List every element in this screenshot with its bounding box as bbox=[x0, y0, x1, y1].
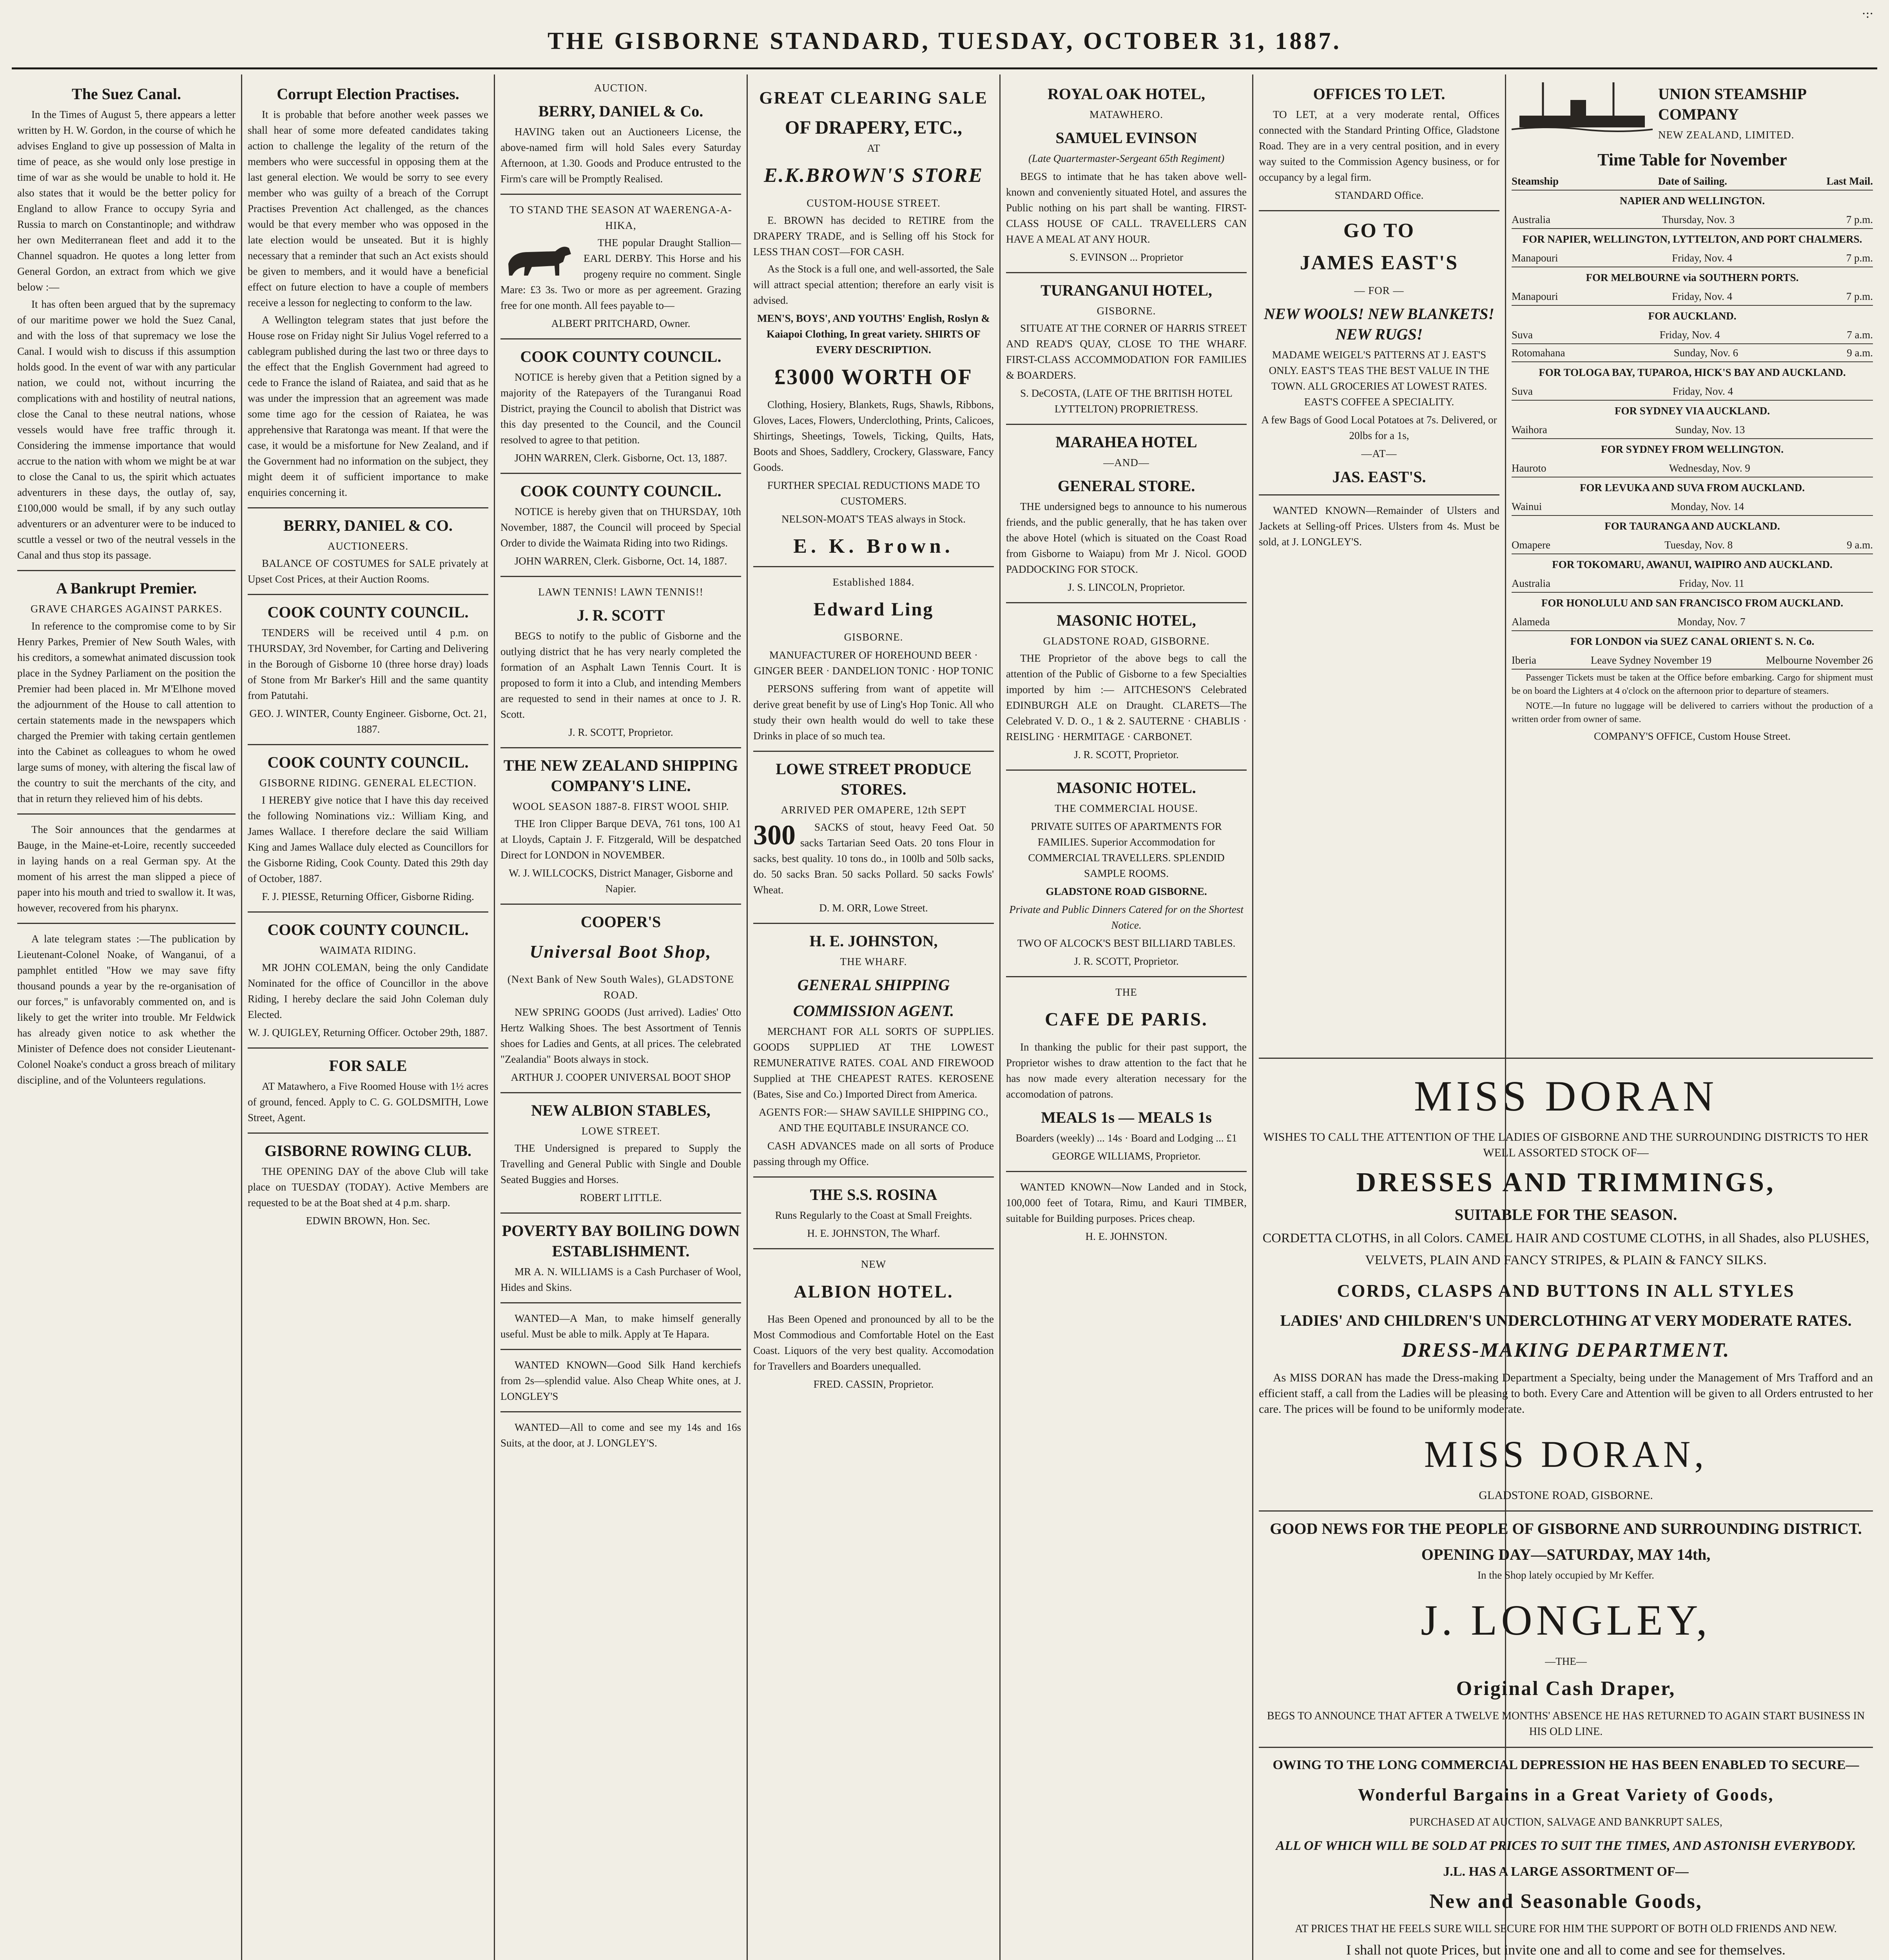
longley-seasonable: New and Seasonable Goods, bbox=[1429, 1890, 1702, 1913]
divider bbox=[500, 1349, 741, 1350]
ad-signature: FRED. CASSIN, Proprietor. bbox=[813, 1378, 934, 1390]
divider bbox=[1006, 602, 1247, 603]
header-date: Date of Sailing. bbox=[1658, 175, 1727, 187]
ad-text: CASH ADVANCES made on all sorts of Produce passing through my Office. bbox=[753, 1140, 994, 1167]
timetable-cell: Leave Sydney November 19 bbox=[1590, 654, 1712, 666]
divider bbox=[753, 923, 994, 924]
longley-opening: OPENING DAY—SATURDAY, MAY 14th, bbox=[1421, 1546, 1711, 1563]
divider bbox=[500, 194, 741, 195]
divider bbox=[753, 566, 994, 567]
column-7 bbox=[1506, 78, 1878, 1047]
ad-text: SACKS of stout, heavy Feed Oat. 50 sacks Tartarian Seed Oats. 20 tons Flour in sacks, best quality. 10 tons do., in 100lb and 50lb sacks, do. 50 sacks Bran. 50 sacks Pollard. 50 sacks Fowls' Wheat. bbox=[753, 821, 994, 896]
doran-signature: MISS DORAN, bbox=[1424, 1433, 1708, 1475]
ad-title: H. E. JOHNSTON, bbox=[809, 932, 938, 950]
ad-text: NOTICE is hereby given that a Petition signed by a majority of the Ratepayers of the Turanganui Road District, praying the Council to abolish that District was this day presented to the Council, and the Council resolved to agree to that petition. bbox=[500, 371, 741, 446]
timetable-cell: Sunday, Nov. 6 bbox=[1673, 347, 1739, 359]
ad-big-number: 300 bbox=[753, 819, 796, 851]
route-destination: FOR LEVUKA AND SUVA FROM AUCKLAND. bbox=[1579, 482, 1805, 494]
ad-meals: MEALS 1s — MEALS 1s bbox=[1041, 1109, 1212, 1126]
longley-prices: AT PRICES THAT HE FEELS SURE WILL SECURE FOR HIM THE SUPPORT OF BOTH OLD FRIENDS AND NEW. bbox=[1295, 1923, 1837, 1935]
divider bbox=[1006, 976, 1247, 977]
ad-signature: D. M. ORR, Lowe Street. bbox=[819, 902, 928, 914]
timetable-cell: Iberia bbox=[1512, 654, 1536, 666]
ad-subtitle: GISBORNE RIDING. GENERAL ELECTION. bbox=[259, 777, 477, 789]
ad-title: MASONIC HOTEL, bbox=[1057, 612, 1196, 629]
ad-subtitle: MANUFACTURER OF HOREHOUND BEER · GINGER BEER · DANDELION TONIC · HOP TONIC bbox=[754, 649, 993, 677]
timetable-cell: Friday, Nov. 4 bbox=[1659, 329, 1720, 341]
article-text: It is probable that before another week passes we shall hear of some more defeated candidates taking action to challenge the legality of the return of the members who were successful in opposing them at the last general election. We would be sorry to see every member who was guilty of a breach of the Corrupt Practises Prevention Act challenged, as the chances would be that every member who was opposed in the late election would be unseated. But it is highly necessary that a reminder that such an Act exists should be given to members, and it would have a beneficial effect on future election to have a couple of members receive a lesson for neglecting to conform to the law. bbox=[248, 109, 488, 309]
ad-line: COMMISSION AGENT. bbox=[793, 1002, 954, 1020]
route-destination: FOR TOKOMARU, AWANUI, WAIPIRO AND AUCKLAND. bbox=[1552, 559, 1833, 570]
ad-signature: S. EVINSON ... Proprietor bbox=[1069, 251, 1184, 263]
ad-signature: GEO. J. WINTER, County Engineer. Gisborne, Oct. 21, 1887. bbox=[249, 708, 487, 735]
article-heading: Corrupt Election Practises. bbox=[277, 85, 459, 103]
ad-text: WANTED—A Man, to make himself generally useful. Must be able to milk. Apply at Te Hapara. bbox=[500, 1312, 741, 1340]
ad-title: ALBION HOTEL. bbox=[794, 1281, 954, 1301]
ad-header: LAWN TENNIS! LAWN TENNIS!! bbox=[538, 586, 703, 598]
timetable-cell: Friday, Nov. 11 bbox=[1679, 577, 1744, 589]
ad-text: PERSONS suffering from want of appetite will derive great benefit by use of Ling's Hop Tonic. All who study their own health would do well to take these Drinks in place of so much tea. bbox=[753, 683, 994, 742]
divider bbox=[17, 813, 236, 815]
column-2 bbox=[242, 78, 494, 1960]
ad-text: WANTED KNOWN—Remainder of Ulsters and Jackets at Selling-off Prices. Ulsters from 4s. Must be sold, at J. LONGLEY'S. bbox=[1259, 505, 1499, 548]
article-subheading: GRAVE CHARGES AGAINST PARKES. bbox=[30, 603, 223, 615]
timetable-cell: Rotomahana bbox=[1512, 347, 1565, 359]
article-text: A late telegram states :—The publication by Lieutenant-Colonel Noake, of Wanganui, of a pamphlet entitled "How we may save fifty thousand pounds a year by the re-organisation of our forces," is unfavorably commented on, and is likely to get the writer into trouble. Mr Feldwick has already given notice to ask whether the Minister of Defence does not consider Lieutenant-Colonel Noake's conduct a gross breach of military discipline, and of the Volunteers regulations. bbox=[17, 933, 236, 1086]
ad-subtitle: THE COMMERCIAL HOUSE. bbox=[1055, 802, 1198, 814]
ad-text: NEW SPRING GOODS (Just arrived). Ladies' Otto Hertz Walking Shoes. The best Assortment of Tennis shoes for Ladies and Gents, at all prices. The celebrated "Zealandia" Boots always in stock. bbox=[500, 1006, 741, 1065]
timetable-cell: Australia bbox=[1512, 577, 1550, 589]
divider bbox=[1259, 210, 1499, 211]
timetable-cell: 7 p.m. bbox=[1846, 252, 1873, 264]
ad-text: BEGS to intimate that he has taken above well-known and conveniently situated Hotel, and assures the Public nothing on his part shall be wanting. FIRST-CLASS HOUSE OF CALL. TRAVELLERS CAN HAVE A MEAL AT ANY HOUR. bbox=[1006, 171, 1247, 245]
timetable-cell: Friday, Nov. 4 bbox=[1672, 290, 1733, 302]
timetable-routes bbox=[1512, 193, 1873, 670]
ad-text: I HEREBY give notice that I have this day received the following Nominations viz.: William King, and James Wallace. I therefore declare the said William King and James Wallace duly elected as Councillors for the Gisborne Riding, Cook County. Dated this 29th day of October, 1887. bbox=[248, 794, 488, 884]
ad-title: OFFICES TO LET. bbox=[1313, 85, 1445, 103]
article-text: In reference to the compromise come to by Sir Henry Parkes, Premier of New South Wales, with his creditors, a somewhat animated discussion took place in the Sydney Parliament on the position the Premier had been placed in. Mr M'Elhone moved the adjournment of the House to call attention to certain statements made in the newspapers which charged the Premier with taking certain gentlemen into the Cabinet as colleagues to whom he owed large sums of money, with altering the fiscal law of the country to suit the merchants of the city, and that in return they relieved him of his debts. bbox=[17, 620, 236, 804]
ad-goto: GO TO bbox=[1343, 220, 1415, 242]
route-destination: FOR AUCKLAND. bbox=[1648, 310, 1737, 322]
header-mail: Last Mail. bbox=[1826, 175, 1873, 187]
article-text: In the Times of August 5, there appears a letter written by H. W. Gordon, in the course of which he advises England to give up possession of Malta in time of peace, as she would only lose prestige in time of war as she would be unable to hold it. He also states that it would be the better policy for England to allow France to occupy Syria and Russia to march on Constantinople; and withdraw her own Mediterranean fleet and add it to the Channel squadron. He quotes a long letter from General Gordon, an extract from which we give below :— bbox=[17, 109, 236, 293]
ad-text: TO LET, at a very moderate rental, Offices connected with the Standard Printing Office, Gladstone Road. They are in a very central position, and in every way suited to the Commission Agency business, or for occupancy by a legal firm. bbox=[1259, 109, 1499, 183]
timetable-header bbox=[1512, 172, 1873, 191]
ad-text: HAVING taken out an Auctioneers License, the above-named firm will hold Sales every Saturday Afternoon, at 1.30. Goods and Produce entrusted to the Firm's care will be Promptly Realised. bbox=[500, 126, 741, 185]
ad-title: Edward Ling bbox=[813, 599, 934, 620]
ad-title: MASONIC HOTEL. bbox=[1057, 779, 1196, 797]
divider bbox=[500, 338, 741, 339]
ad-text: TWO OF ALCOCK'S BEST BILLIARD TABLES. bbox=[1017, 937, 1236, 949]
divider bbox=[1006, 1171, 1247, 1172]
ad-title: TURANGANUI HOTEL, bbox=[1041, 281, 1212, 299]
ad-text: Runs Regularly to the Coast at Small Freights. bbox=[775, 1209, 972, 1221]
ad-town: GISBORNE. bbox=[844, 631, 903, 643]
ad-signature: JAS. EAST'S. bbox=[1332, 468, 1426, 486]
ad-text: NELSON-MOAT'S TEAS always in Stock. bbox=[781, 513, 966, 525]
ad-subtitle: AUCTIONEERS. bbox=[327, 540, 409, 552]
horse-illustration bbox=[500, 236, 579, 279]
ad-title: LOWE STREET PRODUCE STORES. bbox=[776, 760, 972, 798]
ad-subtitle: ARRIVED PER OMAPERE, 12th SEPT bbox=[781, 804, 966, 816]
divider bbox=[1259, 1747, 1873, 1748]
ad-title: GISBORNE ROWING CLUB. bbox=[265, 1142, 471, 1160]
ad-text: FURTHER SPECIAL REDUCTIONS MADE TO CUSTOMERS. bbox=[767, 479, 980, 507]
ad-subtitle: MATAWHERO. bbox=[1090, 109, 1163, 120]
timetable-cell: Wainui bbox=[1512, 501, 1542, 512]
divider bbox=[1259, 494, 1499, 495]
ad-rates: Boarders (weekly) ... 14s · Board and Lodging ... £1 bbox=[1015, 1132, 1237, 1144]
ad-text: Has Been Opened and pronounced by all to be the Most Commodious and Comfortable Hotel on the East Coast. Liquors of the very best quality. Accomodation for Travellers and Boarders unequalled. bbox=[753, 1313, 994, 1372]
ad-agents: AGENTS FOR:— SHAW SAVILLE SHIPPING CO., AND THE EQUITABLE INSURANCE CO. bbox=[759, 1106, 988, 1134]
timetable-cell: 9 a.m. bbox=[1847, 539, 1873, 551]
timetable-row bbox=[1512, 288, 1873, 306]
ad-text: WANTED KNOWN—Now Landed and in Stock, 100,000 feet of Totara, Rimu, and Kauri TIMBER, suitable for Building purposes. Prices cheap. bbox=[1006, 1181, 1247, 1224]
ad-text: PRIVATE SUITES OF APARTMENTS FOR FAMILIES. Superior Accommodation for COMMERCIAL TRAVELLERS. SPLENDID SAMPLE ROOMS. bbox=[1028, 820, 1225, 879]
divider bbox=[500, 1411, 741, 1412]
ad-text: TENDERS will be received until 4 p.m. on THURSDAY, 3rd November, for Carting and Delivering in the Borough of Gisborne 10 (three horse dray) loads of Stone from Mr Barker's Hill and the same quantity from Patutahi. bbox=[248, 627, 488, 701]
longley-name: J. LONGLEY, bbox=[1421, 1596, 1711, 1644]
longley-bargains: Wonderful Bargains in a Great Variety of Goods, bbox=[1358, 1785, 1774, 1804]
doran-under: LADIES' AND CHILDREN'S UNDERCLOTHING AT VERY MODERATE RATES. bbox=[1280, 1312, 1852, 1329]
ad-at: —AT— bbox=[1361, 448, 1397, 459]
doran-dresses: DRESSES AND TRIMMINGS, bbox=[1356, 1167, 1776, 1198]
ad-road: GLADSTONE ROAD GISBORNE. bbox=[1046, 886, 1207, 897]
timetable-cell: Sunday, Nov. 13 bbox=[1675, 424, 1745, 436]
ad-text: THE undersigned begs to announce to his numerous friends, and the public generally, that he has taken over the above Hotel (which is situated on the Coast Road from Gisborne to Waiapu) from Mr J. Nicol. GOOD PADDOCKING FOR STOCK. bbox=[1006, 501, 1247, 575]
article-heading: A Bankrupt Premier. bbox=[56, 579, 197, 597]
timetable-row bbox=[1512, 249, 1873, 267]
ad-established: Established 1884. bbox=[832, 576, 915, 588]
ad-signature: ARTHUR J. COOPER UNIVERSAL BOOT SHOP bbox=[511, 1071, 731, 1083]
column-3 bbox=[495, 78, 747, 1960]
ad-title: MARAHEA HOTEL bbox=[1055, 433, 1197, 451]
header-steamship: Steamship bbox=[1512, 175, 1559, 187]
timetable-cell: Friday, Nov. 4 bbox=[1672, 252, 1733, 264]
timetable-row bbox=[1512, 326, 1873, 344]
timetable-row bbox=[1512, 575, 1873, 593]
divider bbox=[248, 1132, 488, 1134]
doran-title: MISS DORAN bbox=[1414, 1072, 1718, 1120]
timetable-cell: Suva bbox=[1512, 329, 1533, 341]
route-destination: FOR LONDON via SUEZ CANAL ORIENT S. N. Co. bbox=[1570, 635, 1815, 647]
company-office: COMPANY'S OFFICE, Custom House Street. bbox=[1594, 730, 1791, 742]
doran-dept: DRESS-MAKING DEPARTMENT. bbox=[1401, 1339, 1730, 1361]
divider bbox=[248, 1047, 488, 1049]
longley-original: Original Cash Draper, bbox=[1456, 1677, 1676, 1700]
divider bbox=[1006, 424, 1247, 425]
ad-subtitle: (Next Bank of New South Wales), GLADSTONE ROAD. bbox=[507, 973, 734, 1001]
ad-text: BEGS to notify to the public of Gisborne and the outlying district that he has very nearly completed the formation of an Asphalt Lawn Tennis Court. It is proposed to form it into a Club, and intending Members are requested to send in their names at once to J. R. Scott. bbox=[500, 630, 741, 720]
ad-signature: H. E. JOHNSTON. bbox=[1085, 1230, 1167, 1242]
ad-title: JAMES EAST'S bbox=[1300, 252, 1459, 274]
longley-the: —THE— bbox=[1545, 1655, 1587, 1667]
ad-title: J. R. SCOTT bbox=[576, 606, 665, 624]
divider bbox=[248, 911, 488, 913]
ad-text: MR A. N. WILLIAMS is a Cash Purchaser of Wool, Hides and Skins. bbox=[500, 1266, 741, 1293]
column-1 bbox=[12, 78, 241, 1960]
timetable-row bbox=[1512, 344, 1873, 362]
doran-season: SUITABLE FOR THE SEASON. bbox=[1454, 1206, 1677, 1223]
timetable-row bbox=[1512, 498, 1873, 516]
column-4 bbox=[748, 78, 999, 1960]
divider bbox=[1006, 769, 1247, 771]
ad-signature: W. J. WILLCOCKS, District Manager, Gisborne and Napier. bbox=[509, 867, 733, 895]
timetable-cell: 9 a.m. bbox=[1847, 347, 1873, 359]
ad-text: THE OPENING DAY of the above Club will take place on TUESDAY (TODAY). Active Members are requested to be at the Boat shed at 4 p.m. sharp. bbox=[248, 1165, 488, 1209]
ad-signature: F. J. PIESSE, Returning Officer, Gisborne Riding. bbox=[262, 891, 474, 902]
timetable-row bbox=[1512, 421, 1873, 439]
ad-text: THE Undersigned is prepared to Supply the Travelling and General Public with Single and Double Seated Buggies and Horses. bbox=[500, 1142, 741, 1185]
divider bbox=[500, 473, 741, 474]
ad-subtitle: LOWE STREET. bbox=[581, 1125, 660, 1137]
ad-title: Universal Boot Shop, bbox=[529, 942, 712, 962]
route-destination: FOR NAPIER, WELLINGTON, LYTTELTON, AND PORT CHALMERS. bbox=[1522, 233, 1862, 245]
right-block bbox=[1253, 1051, 1878, 1960]
route-destination: NAPIER AND WELLINGTON. bbox=[1619, 195, 1765, 207]
divider bbox=[753, 1248, 994, 1249]
timetable-cell: 7 a.m. bbox=[1847, 329, 1873, 341]
timetable-cell: Monday, Nov. 7 bbox=[1677, 616, 1746, 628]
ad-subtitle: WOOL SEASON 1887-8. FIRST WOOL SHIP. bbox=[512, 800, 729, 812]
ad-role: (Late Quartermaster-Sergeant 65th Regiment) bbox=[1028, 152, 1225, 164]
ad-title: THE NEW ZEALAND SHIPPING COMPANY'S LINE. bbox=[503, 757, 738, 795]
ad-text: As the Stock is a full one, and well-assorted, the Sale will attract special attention; therefore an early visit is advised. bbox=[753, 263, 994, 306]
divider bbox=[500, 1092, 741, 1093]
store-name: E.K.BROWN'S STORE bbox=[763, 164, 984, 187]
timetable-row bbox=[1512, 459, 1873, 477]
ad-title: COOK COUNTY COUNCIL. bbox=[520, 482, 722, 500]
ad-signature: J. R. SCOTT, Proprietor. bbox=[568, 726, 673, 738]
company-title: UNION STEAMSHIP COMPANY bbox=[1658, 85, 1806, 123]
timetable-cell: Alameda bbox=[1512, 616, 1550, 628]
divider bbox=[500, 576, 741, 577]
ad-signature: JOHN WARREN, Clerk. Gisborne, Oct. 13, 1887. bbox=[514, 452, 727, 464]
divider bbox=[248, 744, 488, 745]
ad-signature: JOHN WARREN, Clerk. Gisborne, Oct. 14, 1887. bbox=[514, 555, 727, 567]
ad-subtitle: THE WHARF. bbox=[840, 956, 907, 967]
timetable-cell: Melbourne November 26 bbox=[1766, 654, 1873, 666]
timetable-cell: 7 p.m. bbox=[1846, 214, 1873, 225]
route-destination: FOR SYDNEY VIA AUCKLAND. bbox=[1614, 405, 1770, 417]
ad-signature: H. E. JOHNSTON, The Wharf. bbox=[807, 1227, 940, 1239]
ad-signature: W. J. QUIGLEY, Returning Officer. October 29th, 1887. bbox=[248, 1027, 488, 1038]
masthead-rule bbox=[12, 67, 1877, 69]
divider bbox=[753, 1176, 994, 1178]
article-text: A Wellington telegram states that just before the House rose on Friday night Sir Julius Vogel referred to a cablegram published during the last two or three days to the effect that the English Government had agreed to cede to France the island of Raiatea, and said that as he was under the impression that an agreement was made some time ago for the cession of Raiatea, he was apprehensive that Raratonga was meant. If that were the case, it would be a misfortune for New Zealand, and if the Government had no information on the subject, they might deem it of sufficient importance to make enquiries concerning it. bbox=[248, 314, 488, 498]
ad-text: In thanking the public for their past support, the Proprietor wishes to draw attention to the fact that he has now made every alteration necessary for the accomodation of patrons. bbox=[1006, 1041, 1247, 1100]
ad-signature: J. R. SCOTT, Proprietor. bbox=[1074, 749, 1179, 760]
ad-text: THE Proprietor of the above begs to call the attention of the Public of Gisborne to a few Specialties imported by him :— AITCHESON'S Celebrated EDINBURGH ALE on Draught. CLARETS—The Celebrated V. D. O., 1 & 2. SAUTERNE · CHABLIS · REISLING · HERMITAGE · CARBONET. bbox=[1006, 652, 1247, 742]
doran-intro: WISHES TO CALL THE ATTENTION OF THE LADIES OF GISBORNE AND THE SURROUNDING DISTRICTS TO HER WELL ASSORTED STOCK OF— bbox=[1263, 1131, 1869, 1159]
ad-the: THE bbox=[1115, 986, 1137, 998]
longley-news: GOOD NEWS FOR THE PEOPLE OF GISBORNE AND SURROUNDING DISTRICT. bbox=[1270, 1520, 1862, 1537]
ad-text: AT Matawhero, a Five Roomed House with 1½ acres of ground, fenced. Apply to C. G. GOLDSMITH, Lowe Street, Agent. bbox=[248, 1080, 488, 1123]
ad-signature: E. K. Brown. bbox=[793, 535, 954, 557]
ad-header: COOPER'S bbox=[580, 913, 661, 931]
ad-amount: £3000 WORTH OF bbox=[774, 365, 973, 389]
ad-title: POVERTY BAY BOILING DOWN ESTABLISHMENT. bbox=[502, 1222, 740, 1260]
divider bbox=[500, 1302, 741, 1303]
timetable-cell: Omapere bbox=[1512, 539, 1550, 551]
column-6 bbox=[1253, 78, 1505, 1047]
corner-mark: ·:· bbox=[1862, 7, 1873, 21]
ad-signature: S. DeCOSTA, (LATE OF THE BRITISH HOTEL LYTTELTON) PROPRIETRESS. bbox=[1020, 387, 1233, 415]
timetable-cell: Manapouri bbox=[1512, 290, 1558, 302]
timetable-cell: Thursday, Nov. 3 bbox=[1662, 214, 1735, 225]
timetable-row bbox=[1512, 536, 1873, 554]
timetable-row bbox=[1512, 383, 1873, 401]
ad-for: — FOR — bbox=[1354, 285, 1404, 296]
ad-italic: Private and Public Dinners Catered for on the Shortest Notice. bbox=[1009, 904, 1244, 931]
ad-subtitle: OF DRAPERY, ETC., bbox=[785, 117, 963, 138]
timetable-row bbox=[1512, 652, 1873, 670]
ad-subtitle: GLADSTONE ROAD, GISBORNE. bbox=[1043, 635, 1210, 647]
ad-title: COOK COUNTY COUNCIL. bbox=[267, 753, 469, 771]
article-heading: The Suez Canal. bbox=[72, 85, 181, 103]
ad-title: ROYAL OAK HOTEL, bbox=[1048, 85, 1205, 103]
ad-text: THE Iron Clipper Barque DEVA, 761 tons, 100 A1 at Lloyds, Captain J. F. Fitzgerald, Will be despatched Direct for LONDON in NOVEMBER. bbox=[500, 818, 741, 861]
longley-owing: OWING TO THE LONG COMMERCIAL DEPRESSION HE HAS BEEN ENABLED TO SECURE— bbox=[1273, 1758, 1859, 1772]
ad-signature: J. R. SCOTT, Proprietor. bbox=[1074, 955, 1179, 967]
ad-title: COOK COUNTY COUNCIL. bbox=[267, 921, 469, 938]
ad-signature: ALBERT PRITCHARD, Owner. bbox=[551, 318, 691, 329]
ad-signature: GEORGE WILLIAMS, Proprietor. bbox=[1052, 1150, 1201, 1162]
timetable-cell: Hauroto bbox=[1512, 462, 1546, 474]
ad-address: CUSTOM-HOUSE STREET. bbox=[807, 197, 941, 209]
divider bbox=[1259, 1058, 1873, 1059]
ad-text: SITUATE AT THE CORNER OF HARRIS STREET AND READ'S QUAY, CLOSE TO THE WHARF. FIRST-CLASS ACCOMMODATION FOR FAMILIES & BOARDERS. bbox=[1006, 322, 1247, 381]
masthead-title: THE GISBORNE STANDARD, TUESDAY, OCTOBER 31, 1887. bbox=[547, 28, 1342, 54]
doran-dept-text: As MISS DORAN has made the Dress-making Department a Specialty, being under the Management of Mrs Trafford and an efficient staff, a call from the Ladies will be pleasing to both. Every Care and Attention will be given to all Orders entrusted to her care. The prices will be found to be uniformly moderate. bbox=[1259, 1371, 1873, 1416]
divider bbox=[17, 570, 236, 571]
divider bbox=[1006, 272, 1247, 273]
ad-title: NEW ALBION STABLES, bbox=[531, 1102, 711, 1119]
ad-title: CAFE DE PARIS. bbox=[1045, 1009, 1208, 1030]
longley-invite: I shall not quote Prices, but invite one and all to come and see for themselves. bbox=[1346, 1942, 1786, 1958]
ad-signature: ROBERT LITTLE. bbox=[580, 1192, 662, 1203]
route-destination: FOR HONOLULU AND SAN FRANCISCO FROM AUCKLAND. bbox=[1541, 597, 1844, 609]
longley-allsold: ALL OF WHICH WILL BE SOLD AT PRICES TO SUIT THE TIMES, AND ASTONISH EVERYBODY. bbox=[1276, 1838, 1856, 1853]
ad-signature: J. S. LINCOLN, Proprietor. bbox=[1068, 581, 1185, 593]
timetable-notes: Passenger Tickets must be taken at the Office before embarking. Cargo for shipment must be on board the Lighters at 4 o'clock on the afternoon prior to departure of steamers. bbox=[1512, 673, 1873, 696]
divider bbox=[500, 1212, 741, 1214]
longley-purchased: PURCHASED AT AUCTION, SALVAGE AND BANKRUPT SALES, bbox=[1409, 1816, 1722, 1828]
timetable-cell: Suva bbox=[1512, 385, 1533, 397]
ad-list: NEW WOOLS! NEW BLANKETS! NEW RUGS! bbox=[1264, 305, 1494, 343]
longley-jl: J.L. HAS A LARGE ASSORTMENT OF— bbox=[1443, 1864, 1689, 1879]
ad-title: COOK COUNTY COUNCIL. bbox=[267, 603, 469, 621]
ad-text: WANTED KNOWN—Good Silk Hand kerchiefs from 2s—splendid value. Also Cheap White ones, at J. LONGLEY'S bbox=[500, 1359, 741, 1402]
ad-text: BALANCE OF COSTUMES for SALE privately at Upset Cost Prices, at their Auction Rooms. bbox=[248, 557, 488, 585]
doran-address: GLADSTONE ROAD, GISBORNE. bbox=[1479, 1489, 1653, 1502]
timetable-cell: Wednesday, Nov. 9 bbox=[1669, 462, 1750, 474]
ad-text: WANTED—All to come and see my 14s and 16s Suits, at the door, at J. LONGLEY'S. bbox=[500, 1421, 741, 1449]
column-5 bbox=[1001, 78, 1252, 1960]
ad-title: COOK COUNTY COUNCIL. bbox=[520, 348, 722, 365]
doran-cords: CORDS, CLASPS AND BUTTONS IN ALL STYLES bbox=[1337, 1281, 1795, 1301]
timetable-cell: Manapouri bbox=[1512, 252, 1558, 264]
divider bbox=[1259, 1510, 1873, 1512]
route-destination: FOR TAURANGA AND AUCKLAND. bbox=[1604, 520, 1780, 532]
timetable-cell: Tuesday, Nov. 8 bbox=[1664, 539, 1733, 551]
ad-title: THE S.S. ROSINA bbox=[810, 1186, 937, 1203]
ad-subtitle: GISBORNE. bbox=[1097, 305, 1156, 317]
divider bbox=[753, 751, 994, 752]
ad-signature: STANDARD Office. bbox=[1334, 189, 1424, 201]
ad-text: MADAME WEIGEL'S PATTERNS AT J. EAST'S ONLY. EAST'S TEAS THE BEST VALUE IN THE TOWN. ALL GROCERIES AT LOWEST RATES. EAST'S COFFEE A SPECIALITY. bbox=[1269, 349, 1490, 408]
ad-name: SAMUEL EVINSON bbox=[1055, 129, 1197, 147]
ad-header: AUCTION. bbox=[594, 82, 648, 94]
route-destination: FOR MELBOURNE via SOUTHERN PORTS. bbox=[1586, 272, 1799, 283]
article-text: The Soir announces that the gendarmes at Bauge, in the Maine-et-Loire, recently succeeded in laying hands on a real German spy. At the moment of his arrest the man slipped a piece of paper into his mouth and tried to swallow it. It was, however, recovered from his pharynx. bbox=[17, 824, 236, 914]
article-text: It has often been argued that by the supremacy of our maritime power we hold the Suez Canal, and with the loss of that supremacy we lose the Canal. I would wish to discuss if this assumption holds good. In the event of war with any particular nation, we could not, without incurring the complications with and hostility of neutral nations, close the Canal to these neutral nations, whose vessels would have free traffic through it. Considering the immense importance that would accrue to the nation with whom we might be at war to close the Canal to us, the spirit which actuates adventurers in these days, the outlay of, say, £100,000 would be small, if by any such outlay adventurers or an adventurer were to be induced to scuttle a vessel or two of the neutral vessels in the Canal and thus stop its passage. bbox=[17, 298, 236, 561]
timetable-cell: Australia bbox=[1512, 214, 1550, 225]
ad-and: —AND— bbox=[1103, 457, 1149, 468]
ad-line: GENERAL SHIPPING bbox=[797, 976, 950, 994]
longley-begs: BEGS TO ANNOUNCE THAT AFTER A TWELVE MONTHS' ABSENCE HE HAS RETURNED TO AGAIN START BUSINESS IN HIS OLD LINE. bbox=[1267, 1710, 1865, 1738]
timetable-cell: 7 p.m. bbox=[1846, 290, 1873, 302]
ad-title: BERRY, DANIEL & Co. bbox=[538, 102, 703, 120]
doran-cloths: CORDETTA CLOTHS, in all Colors. CAMEL HAIR AND COSTUME CLOTHS, in all Shades, also PLUSHES, VELVETS, PLAIN AND FANCY STRIPES, & PLAIN & FANCY SILKS. bbox=[1262, 1231, 1869, 1267]
route-destination: FOR SYDNEY FROM WELLINGTON. bbox=[1601, 443, 1784, 455]
timetable-title: Time Table for November bbox=[1597, 150, 1787, 169]
ad-at: AT bbox=[867, 142, 880, 154]
divider bbox=[500, 747, 741, 748]
divider bbox=[248, 507, 488, 508]
ad-title: GREAT CLEARING SALE bbox=[759, 88, 988, 107]
timetable-cell: Monday, Nov. 14 bbox=[1671, 501, 1744, 512]
timetable-row bbox=[1512, 211, 1873, 229]
ad-new: NEW bbox=[861, 1258, 886, 1270]
ad-text: E. BROWN has decided to RETIRE from the DRAPERY TRADE, and is Selling off his Stock for LESS THAN COST—FOR CASH. bbox=[753, 214, 994, 258]
ad-text: NOTICE is hereby given that on THURSDAY, 10th November, 1887, the Council will proceed by Special Order to divide the Waimata Riding into two Ridings. bbox=[500, 506, 741, 549]
ad-text: MERCHANT FOR ALL SORTS OF SUPPLIES. GOODS SUPPLIED AT THE LOWEST REMUNERATIVE RATES. COAL AND FIREWOOD Supplied at THE CHEAPEST RATES. KEROSENE (Bates, Sise and Co.) Imported Direct from America. bbox=[753, 1025, 994, 1100]
ad-text: Clothing, Hosiery, Blankets, Rugs, Shawls, Ribbons, Gloves, Laces, Flowers, Underclothing, Prints, Calicoes, Shirtings, Sheetings, Towels, Ticking, Quilts, Hats, Boots and Shoes, Saddlery, Crockery, Glassware, Fancy Goods. bbox=[753, 399, 994, 473]
ad-text: MEN'S, BOYS', AND YOUTHS' English, Roslyn & Kaiapoi Clothing, In great variety. SHIRTS OF EVERY DESCRIPTION. bbox=[757, 312, 990, 356]
ad-signature: EDWIN BROWN, Hon. Sec. bbox=[306, 1215, 430, 1227]
ad-subtitle: WAIMATA RIDING. bbox=[319, 944, 417, 956]
timetable-cell: Waihora bbox=[1512, 424, 1547, 436]
ad-subtitle: GENERAL STORE. bbox=[1057, 477, 1195, 495]
timetable-row bbox=[1512, 613, 1873, 631]
divider bbox=[17, 923, 236, 924]
company-subtitle: NEW ZEALAND, LIMITED. bbox=[1658, 129, 1795, 141]
ad-title: BERRY, DANIEL & CO. bbox=[283, 517, 453, 534]
ad-header: TO STAND THE SEASON AT WAERENGA-A-HIKA, bbox=[509, 204, 732, 231]
ad-text: THE popular Draught Stallion— EARL DERBY. This Horse and his progeny require no comment. Single Mare: £3 3s. Two or more as per agreement. Grazing free for one month. All fees payable to— bbox=[500, 237, 741, 311]
steamship-illustration bbox=[1512, 78, 1653, 137]
route-destination: FOR TOLOGA BAY, TUPAROA, HICK'S BAY AND AUCKLAND. bbox=[1539, 367, 1846, 378]
divider bbox=[248, 594, 488, 595]
ad-text: MR JOHN COLEMAN, being the only Candidate Nominated for the office of Councillor in the above Riding, I hereby declare the said John Coleman duly Elected. bbox=[248, 962, 488, 1020]
longley-shop: In the Shop lately occupied by Mr Keffer. bbox=[1477, 1569, 1654, 1581]
divider bbox=[500, 904, 741, 905]
timetable-cell: Friday, Nov. 4 bbox=[1673, 385, 1733, 397]
ad-text: A few Bags of Good Local Potatoes at 7s. Delivered, or 20lbs for a 1s, bbox=[1261, 414, 1497, 441]
timetable-notes: NOTE.—In future no luggage will be delivered to carriers without the production of a written order from owner of same. bbox=[1512, 701, 1873, 724]
ad-title: FOR SALE bbox=[329, 1057, 407, 1074]
